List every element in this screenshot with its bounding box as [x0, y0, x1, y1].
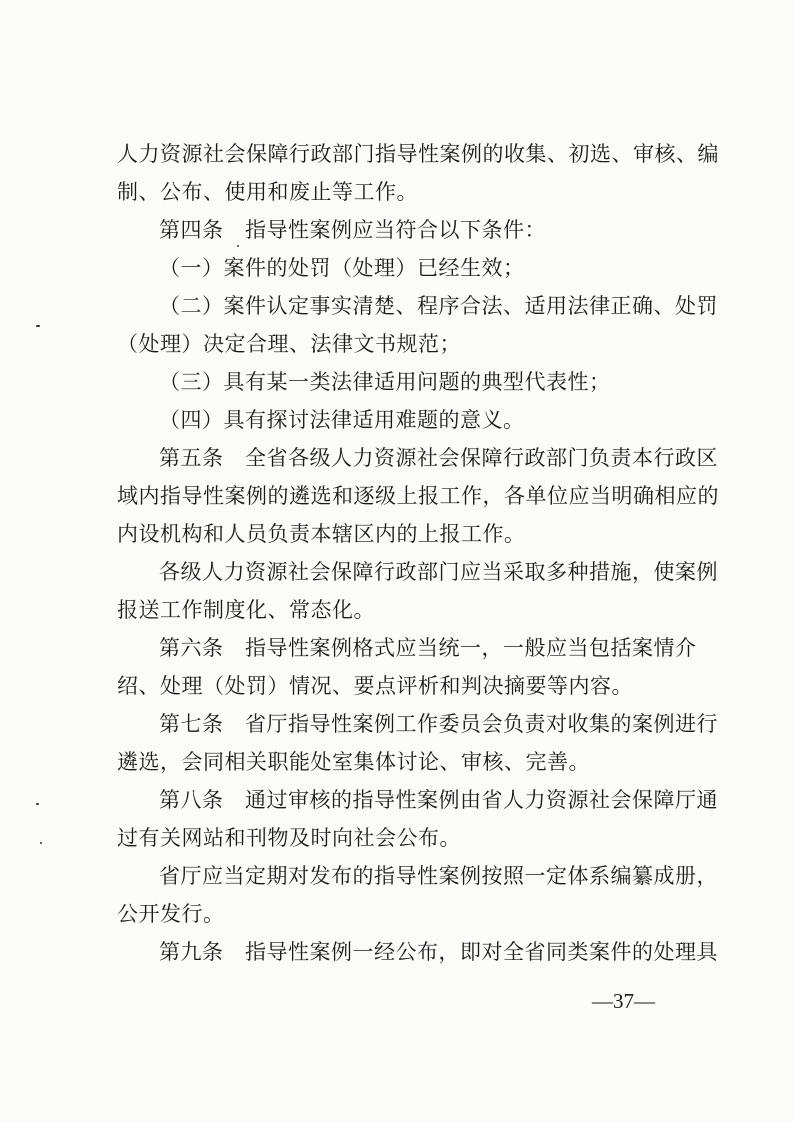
text-line: （一）案件的处罚（处理）已经生效；	[159, 256, 525, 280]
text-line: （二）案件认定事实清楚、程序合法、适用法律正确、处罚	[159, 294, 718, 318]
text-line: 制、公布、使用和废止等工作。	[117, 180, 418, 204]
article-heading-line: 第九条 指导性案例一经公布，即对全省同类案件的处理具	[159, 940, 718, 964]
article-heading-line: 第五条 全省各级人力资源社会保障行政部门负责本行政区	[159, 446, 718, 470]
text-line: 内设机构和人员负责本辖区内的上报工作。	[117, 522, 526, 546]
article-heading-line: 第四条 指导性案例应当符合以下条件：	[159, 218, 546, 242]
article-heading-line: 第六条 指导性案例格式应当统一，一般应当包括案情介	[159, 636, 697, 660]
text-line: 过有关网站和刊物及时向社会公布。	[117, 826, 461, 850]
text-line: （处理）决定合理、法律文书规范；	[117, 332, 461, 356]
text-line: 报送工作制度化、常态化。	[117, 598, 375, 622]
text-line: 省厅应当定期对发布的指导性案例按照一定体系编纂成册，	[159, 864, 718, 888]
text-line: 绍、处理（处罚）情况、要点评析和判决摘要等内容。	[117, 674, 633, 698]
article-heading-line: 第七条 省厅指导性案例工作委员会负责对收集的案例进行	[159, 712, 718, 736]
text-line: （三）具有某一类法律适用问题的典型代表性；	[159, 370, 611, 394]
text-line: 公开发行。	[117, 902, 225, 926]
text-line: （四）具有探讨法律适用难题的意义。	[159, 408, 525, 432]
page-number: —37—	[592, 989, 655, 1013]
text-line: 遴选，会同相关职能处室集体讨论、审核、完善。	[117, 750, 590, 774]
scan-speck	[40, 842, 42, 844]
article-heading-line: 第八条 通过审核的指导性案例由省人力资源社会保障厅通	[159, 788, 718, 812]
text-line: 域内指导性案例的遴选和逐级上报工作，各单位应当明确相应的	[117, 484, 719, 508]
scan-speck	[36, 803, 39, 805]
scan-speck	[36, 325, 40, 327]
text-line: 人力资源社会保障行政部门指导性案例的收集、初选、审核、编	[117, 142, 719, 166]
text-line: 各级人力资源社会保障行政部门应当采取多种措施，使案例	[159, 560, 718, 584]
scan-speck	[237, 245, 239, 247]
